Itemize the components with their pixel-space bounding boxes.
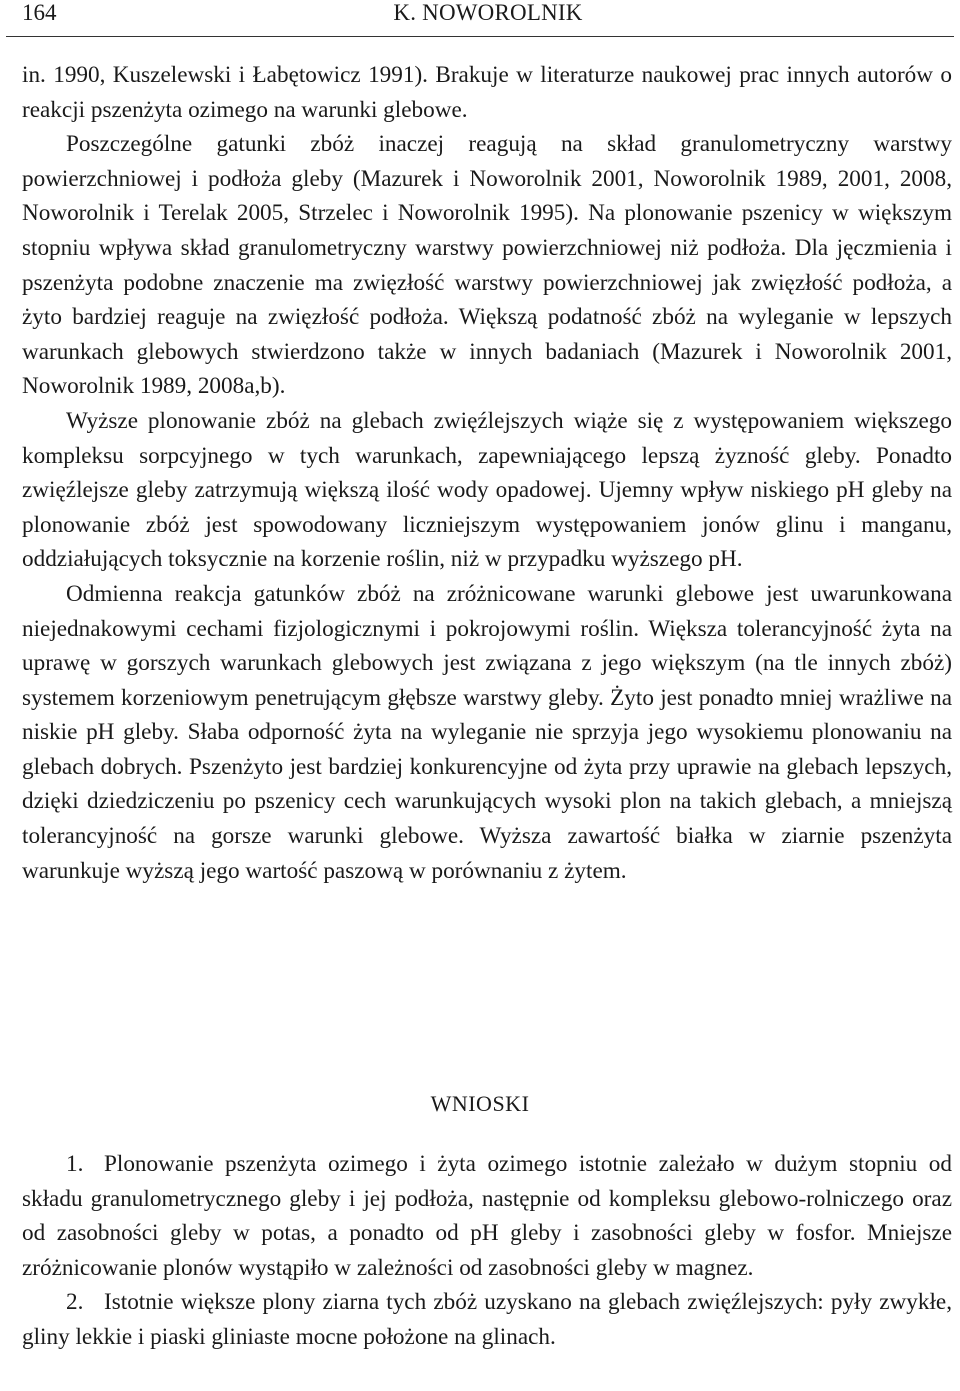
running-header [22,0,954,32]
paragraph: Wyższe plonowanie zbóż na glebach zwięźlejszych wiąże się z występowaniem większego kompleksu sorpcyjnego w tych warunkach, zapewniającego lepszą żyzność gleby. Ponadto zwięźlejsze gleby zatrzymują większą ilość wody opadowej. Ujemny wpływ niskiego pH gleby na plonowanie zbóż jest spowodowany liczniejszym występowaniem jonów glinu i manganu, oddziałujących toksycznie na korzenie roślin, niż w przypadku wyższego pH. [22,407,952,573]
body-text [22,58,952,888]
paragraph-continuation: in. 1990, Kuszelewski i Łabętowicz 1991). Brakuje w literaturze naukowej prac innych autorów o reakcji pszenżyta ozimego na warunki glebowe. [22,62,952,123]
conclusion-text: Istotnie większe plony ziarna tych zbóż uzyskano na glebach zwięźlejszych: pyły zwykłe, gliny lekkie i piaski gliniaste mocne położone na glinach. [22,1289,952,1350]
conclusion-text: Plonowanie pszenżyta ozimego i żyta ozimego istotnie zależało w dużym stopniu od składu granulometrycznego gleby i jej podłoża, następnie od kompleksu glebowo-rolniczego oraz od zasobności gleby w potas, a ponadto od pH gleby i zasobności gleby w fosfor. Mniejsze zróżnicowanie plonów wystąpiło w zależności od zasobności gleby w magnez. [22,1151,952,1281]
conclusion-number: 2. [66,1289,84,1316]
header-rule [6,36,954,37]
conclusion-number: 1. [66,1151,84,1177]
paragraph: Poszczególne gatunki zbóż inaczej reagują na skład granulometryczny warstwy powierzchniowej i podłoża gleby (Mazurek i Noworolnik 2001, Noworolnik 1989, 2001, 2008, Noworolnik i Terelak 2005, Strzelec i Noworolnik 1995). Na plonowanie pszenicy w większym stopniu wpływa skład granulometryczny warstwy powierzchniowej niż podłoża. Dla jęczmienia i pszenżyta podobne znaczenie ma zwięzłość warstwy powierzchniowej jak zwięzłość podłoża, a żyto bardziej reaguje na zwięzłość podłoża. Większą podatność zbóż na wyleganie w lepszych warunkach glebowych stwierdzono także w innych badaniach (Mazurek i Noworolnik 2001, Noworolnik 1989, 2008a,b). [22,131,952,400]
section-heading-conclusions: WNIOSKI [430,1091,530,1116]
conclusions-list [22,1147,952,1355]
conclusion-item [22,1285,952,1354]
running-title: K. NOWOROLNIK [393,0,583,25]
page-number: 164 [22,0,57,25]
conclusion-item [22,1147,952,1285]
paragraph: Odmienna reakcja gatunków zbóż na zróżnicowane warunki glebowe jest uwarunkowana niejednakowymi cechami fizjologicznymi i pokrojowymi roślin. Większa tolerancyjność żyta na uprawę w gorszych warunkach glebowych jest związana z jego większym (na tle innych zbóż) systemem korzeniowym penetrującym głębsze warstwy gleby. Żyto jest ponadto mniej wrażliwe na niskie pH gleby. Słaba odporność żyta na wyleganie nie sprzyja jego wysokiemu plonowaniu na glebach dobrych. Pszenżyto jest bardziej konkurencyjne od żyta przy uprawie na glebach lepszych, dzięki dziedziczeniu po pszenicy cech warunkujących wysoki plon na takich glebach, a mniejszą tolerancyjność na gorsze warunki glebowe. Wyższa zawartość białka w ziarnie pszenżyta warunkuje wyższą jego wartość paszową w porównaniu z żytem. [22,580,952,884]
